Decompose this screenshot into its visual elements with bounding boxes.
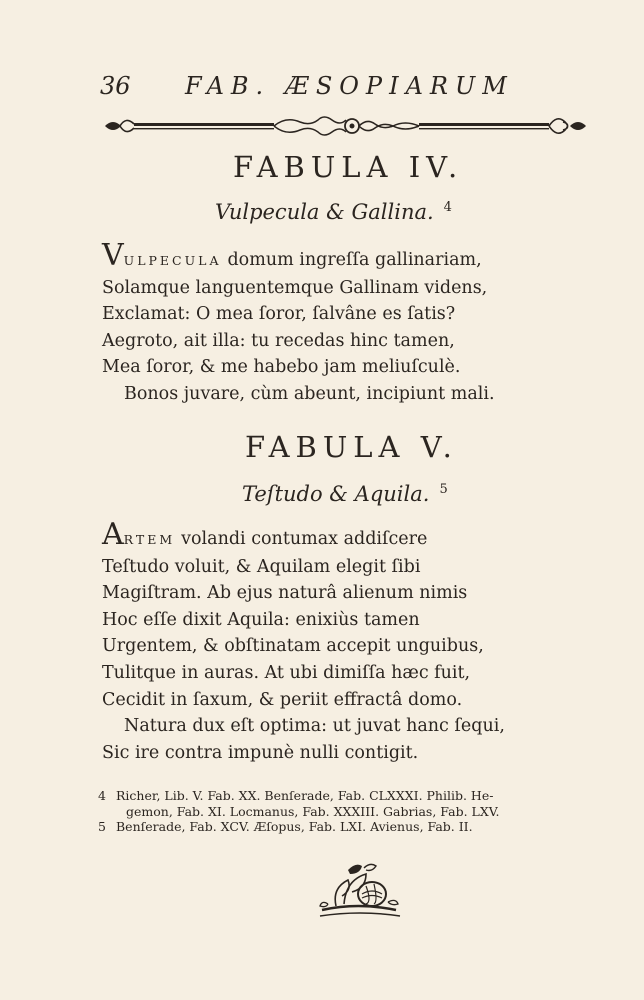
- footnote-5: [98, 819, 596, 835]
- fable5-title: FABULA V.: [245, 430, 458, 464]
- verse-line: Aegroto, ait illa: tu recedas hinc tamen,: [102, 330, 455, 351]
- fable4-moral: Bonos juvare, cùm abeunt, incipiunt mali.: [124, 383, 495, 404]
- fable4-subtitle: Vulpecula & Gallina.: [215, 200, 434, 224]
- footnote-4: [98, 788, 596, 804]
- verse-line: Hoc eſſe dixit Aquila: enixiùs tamen: [102, 609, 420, 630]
- verse-line: Tulitque in auras. At ubi dimiſſa hæc fuit,: [102, 662, 471, 683]
- page-number: 36: [100, 72, 131, 100]
- verse-line: Magiſtram. Ab ejus naturâ alienum nimis: [102, 583, 468, 604]
- ornamental-rule-icon: [100, 108, 590, 144]
- fable5-smallcaps: RTEM: [123, 532, 176, 547]
- verse-line: Cecidit in ſaxum, & periit effractâ domo.: [102, 689, 463, 710]
- verse-line: Teſtudo voluit, & Aquilam elegit ſibi: [102, 556, 421, 577]
- fable5-dropcap: A: [102, 517, 124, 552]
- fable4-title: FABULA IV.: [233, 150, 464, 184]
- footnote-text: Benſerade, Fab. XCV. Æſopus, Fab. LXI. Avienus, Fab. II.: [116, 819, 473, 834]
- fable5-subtitle-line: [242, 482, 448, 506]
- footnote-number: 5: [98, 819, 106, 834]
- vignette-ornament-icon: [314, 858, 404, 924]
- verse-line: Exclamat: O mea ſoror, ſalvâne es ſatis?: [102, 304, 456, 325]
- fable5-subtitle: Teſtudo & Aquila.: [242, 482, 430, 506]
- verse-line: Urgentem, & obſtinatam accepit unguibus,: [102, 636, 484, 657]
- fable4-dropcap: V: [102, 238, 124, 273]
- fable5-verse: [102, 517, 505, 766]
- fable4-note-ref: 4: [443, 200, 452, 215]
- fable4-verse: [102, 238, 495, 408]
- footnotes: [98, 788, 596, 835]
- running-title: FAB. ÆSOPIARUM: [185, 72, 514, 100]
- fable5-note-ref: 5: [439, 482, 448, 497]
- verse-line: Mea ſoror, & me habebo jam meliuſculè.: [102, 357, 461, 378]
- fable5-first-line: [102, 517, 505, 554]
- fable4-first-line: [102, 238, 495, 275]
- fable5-moral-line: Natura dux eſt optima: ut juvat hanc ſequi,: [124, 716, 505, 737]
- fable5-first-rest: volandi contumax addiſcere: [181, 529, 428, 549]
- fable4-first-rest: domum ingreſſa gallinariam,: [227, 250, 482, 270]
- fable4-smallcaps: ULPECULA: [123, 253, 222, 268]
- fable4-subtitle-line: [215, 200, 452, 224]
- fable5-moral-line: Sic ire contra impunè nulli contigit.: [102, 742, 419, 763]
- footnote-text: gemon, Fab. XI. Locmanus, Fab. XXXIII. Gabrias, Fab. LXV.: [126, 803, 500, 819]
- footnote-text: Richer, Lib. V. Fab. XX. Benſerade, Fab. CLXXXI. Philib. He-: [116, 788, 494, 803]
- footnote-number: 4: [98, 788, 106, 803]
- verse-line: Solamque languentemque Gallinam videns,: [102, 277, 488, 298]
